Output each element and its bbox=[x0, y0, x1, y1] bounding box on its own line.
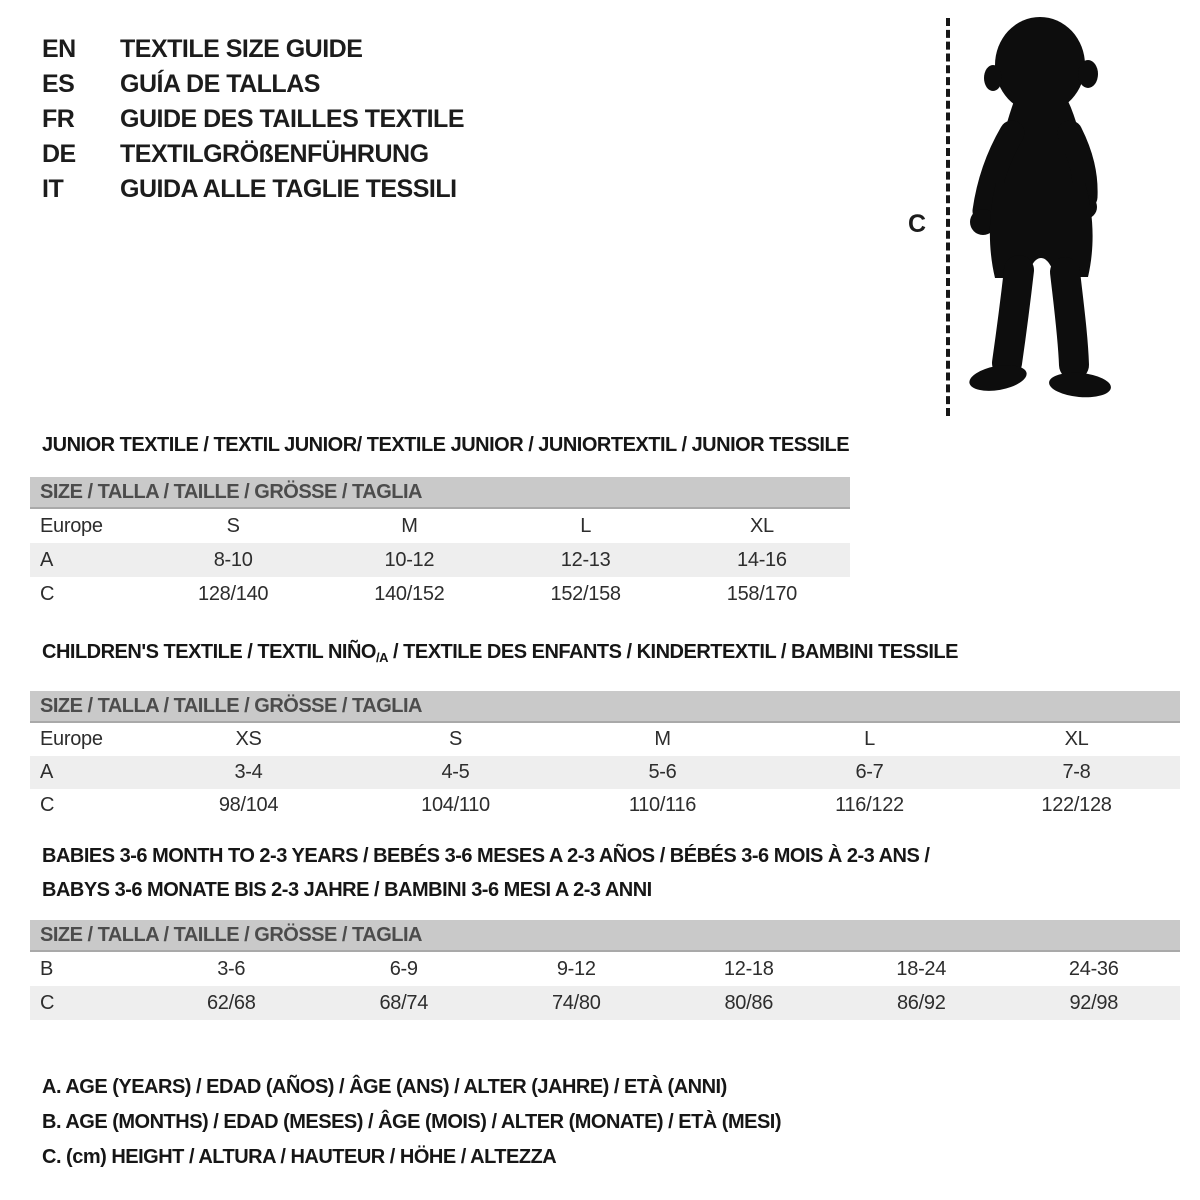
table-cell: 110/116 bbox=[628, 794, 697, 816]
table-cell: 62/68 bbox=[206, 991, 256, 1014]
table-cell: 24-36 bbox=[1068, 957, 1119, 980]
lang-row-de bbox=[42, 137, 464, 172]
table-cell: 128/140 bbox=[198, 582, 269, 605]
table-cell: L bbox=[864, 728, 875, 750]
table-cell: 4-5 bbox=[441, 761, 470, 783]
row-label: A bbox=[40, 761, 54, 783]
lang-title: TEXTILGRÖßENFÜHRUNG bbox=[120, 140, 429, 168]
lang-code: ES bbox=[42, 70, 75, 98]
table-row bbox=[30, 723, 1180, 756]
row-label: C bbox=[40, 991, 55, 1014]
row-label: A bbox=[40, 548, 54, 571]
row-label: C bbox=[40, 794, 55, 816]
table-cell: 9-12 bbox=[556, 957, 596, 980]
section-title bbox=[42, 839, 1180, 907]
table-cell: 3-6 bbox=[217, 957, 246, 980]
table-cell: 116/122 bbox=[835, 794, 904, 816]
table-row bbox=[30, 789, 1180, 822]
table-cell: 98/104 bbox=[218, 794, 279, 816]
section-junior-textile bbox=[30, 434, 850, 611]
title-line-2: BABYS 3-6 MONATE BIS 2-3 JAHRE / BAMBINI 3-6 MESI A 2-3 ANNI bbox=[42, 879, 652, 901]
lang-row-fr bbox=[42, 102, 464, 137]
table-cell: 5-6 bbox=[648, 761, 677, 783]
table-row bbox=[30, 509, 850, 543]
table-cell: 14-16 bbox=[737, 548, 787, 571]
table-cell: 12-18 bbox=[723, 957, 774, 980]
table-cell: XL bbox=[1064, 728, 1089, 750]
row-label: Europe bbox=[40, 728, 103, 750]
table-cell: 140/152 bbox=[374, 582, 445, 605]
measurement-figure bbox=[880, 0, 1170, 430]
section-babies-textile bbox=[30, 839, 1180, 1020]
table-header-bar: SIZE / TALLA / TAILLE / GRÖSSE / TAGLIA bbox=[30, 920, 1180, 952]
table-cell: 104/110 bbox=[421, 794, 490, 816]
legend-line-a: A. AGE (YEARS) / EDAD (AÑOS) / ÂGE (ANS) / ALTER (JAHRE) / ETÀ (ANNI) bbox=[42, 1076, 727, 1098]
table-cell: 80/86 bbox=[724, 991, 774, 1014]
row-label: Europe bbox=[40, 514, 103, 537]
table-cell: 18-24 bbox=[896, 957, 947, 980]
legend-line-c: C. (cm) HEIGHT / ALTURA / HAUTEUR / HÖHE / ALTEZZA bbox=[42, 1146, 557, 1168]
junior-size-table bbox=[30, 509, 850, 611]
title-part: / TEXTILE DES ENFANTS / KINDERTEXTIL / BAMBINI TESSILE bbox=[387, 641, 958, 663]
lang-row-es bbox=[42, 67, 464, 102]
language-title-list bbox=[42, 32, 464, 207]
table-cell: 7-8 bbox=[1062, 761, 1091, 783]
lang-code: EN bbox=[42, 35, 76, 63]
lang-title: TEXTILE SIZE GUIDE bbox=[120, 35, 363, 63]
table-cell: 8-10 bbox=[213, 548, 253, 571]
table-cell: 12-13 bbox=[560, 548, 611, 571]
lang-code: IT bbox=[42, 175, 64, 203]
title-sub: /A bbox=[375, 650, 388, 665]
table-cell: 6-7 bbox=[855, 761, 884, 783]
title-line-1: BABIES 3-6 MONTH TO 2-3 YEARS / BEBÉS 3-6 MESES A 2-3 AÑOS / BÉBÉS 3-6 MOIS À 2-3 ANS / bbox=[42, 845, 930, 867]
children-size-table bbox=[30, 723, 1180, 822]
babies-size-table bbox=[30, 952, 1180, 1020]
lang-title: GUÍA DE TALLAS bbox=[120, 70, 320, 98]
table-cell: 122/128 bbox=[1041, 794, 1112, 816]
table-cell: 92/98 bbox=[1069, 991, 1119, 1014]
height-measure-line bbox=[946, 18, 950, 416]
table-cell: L bbox=[580, 514, 592, 537]
row-label: B bbox=[40, 957, 54, 980]
lang-title: GUIDE DES TAILLES TEXTILE bbox=[120, 105, 465, 133]
section-title: JUNIOR TEXTILE / TEXTIL JUNIOR/ TEXTILE JUNIOR / JUNIORTEXTIL / JUNIOR TESSILE bbox=[42, 434, 850, 456]
section-title bbox=[42, 641, 1180, 669]
table-row bbox=[30, 986, 1180, 1020]
table-cell: 10-12 bbox=[384, 548, 435, 571]
table-cell: S bbox=[226, 514, 240, 537]
table-row bbox=[30, 577, 850, 611]
table-cell: 152/158 bbox=[550, 582, 621, 605]
table-header-bar: SIZE / TALLA / TAILLE / GRÖSSE / TAGLIA bbox=[30, 691, 1180, 723]
table-row bbox=[30, 952, 1180, 986]
lang-row-en bbox=[42, 32, 464, 67]
table-cell: 74/80 bbox=[551, 991, 601, 1014]
table-cell: 3-4 bbox=[234, 761, 263, 783]
table-cell: 158/170 bbox=[726, 582, 797, 605]
table-cell: XL bbox=[749, 514, 774, 537]
table-row bbox=[30, 543, 850, 577]
measure-label-c: C bbox=[908, 210, 927, 238]
table-cell: S bbox=[448, 728, 463, 750]
legend bbox=[42, 1070, 781, 1175]
toddler-silhouette-icon bbox=[962, 14, 1138, 416]
section-childrens-textile bbox=[30, 641, 1180, 822]
lang-title: GUIDA ALLE TAGLIE TESSILI bbox=[120, 175, 457, 203]
row-label: C bbox=[40, 582, 55, 605]
lang-code: DE bbox=[42, 140, 76, 168]
table-cell: 6-9 bbox=[389, 957, 418, 980]
lang-code: FR bbox=[42, 105, 75, 133]
table-row bbox=[30, 756, 1180, 789]
legend-line-b: B. AGE (MONTHS) / EDAD (MESES) / ÂGE (MOIS) / ALTER (MONATE) / ETÀ (MESI) bbox=[42, 1111, 782, 1133]
table-header-bar: SIZE / TALLA / TAILLE / GRÖSSE / TAGLIA bbox=[30, 477, 850, 509]
table-cell: M bbox=[401, 514, 418, 537]
table-cell: M bbox=[654, 728, 671, 750]
table-cell: 86/92 bbox=[896, 991, 946, 1014]
table-cell: 68/74 bbox=[379, 991, 429, 1014]
lang-row-it bbox=[42, 172, 464, 207]
title-part: CHILDREN'S TEXTILE / TEXTIL NIÑO bbox=[42, 641, 376, 663]
table-cell: XS bbox=[235, 728, 262, 750]
